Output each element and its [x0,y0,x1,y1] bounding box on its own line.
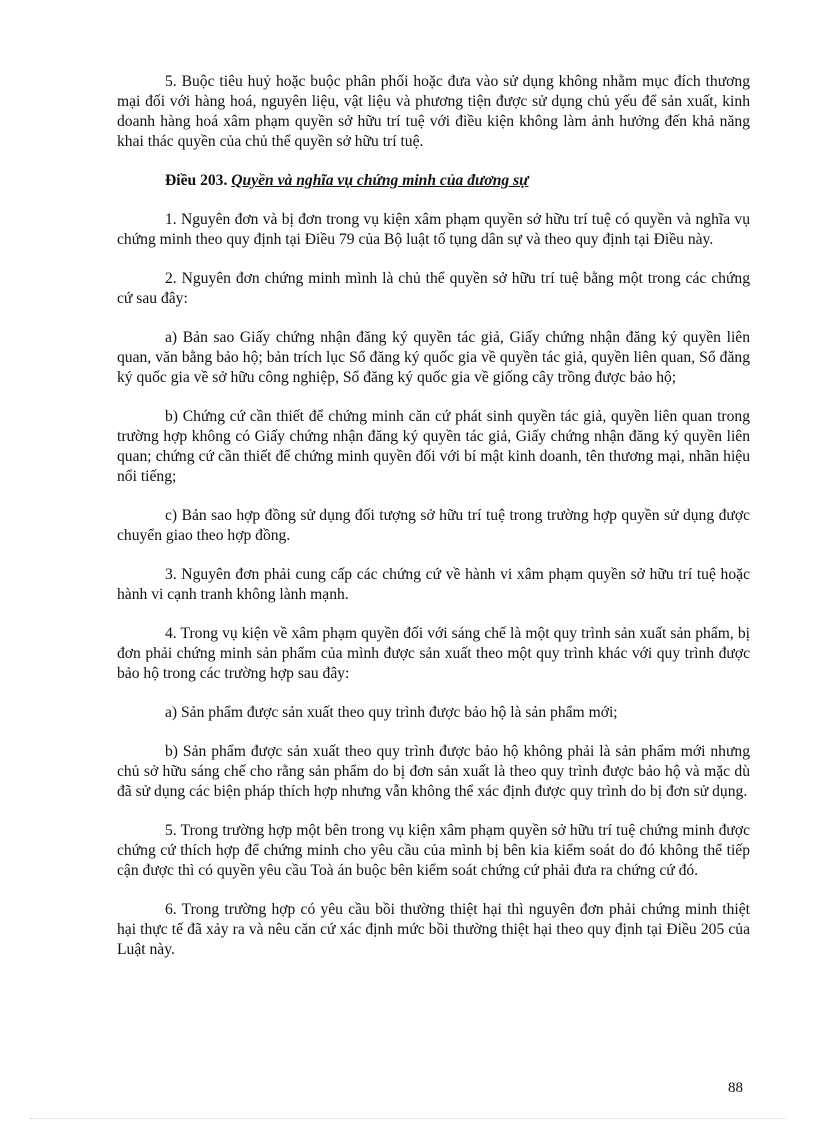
page-bottom-divider [30,1118,786,1119]
article-heading [117,171,750,191]
article-title: Quyền và nghĩa vụ chứng minh của đương sự [231,172,529,189]
paragraph-clause-6: 6. Trong trường hợp có yêu cầu bồi thường thiệt hại thì nguyên đơn phải chứng minh thiệt hại thực tế đã xảy ra và nêu căn cứ xác định mức bồi thường thiệt hại theo quy định tại Điều 205 của Luật này. [117,901,750,958]
paragraph-clause-3: 3. Nguyên đơn phải cung cấp các chứng cứ về hành vi xâm phạm quyền sở hữu trí tuệ hoặc hành vi cạnh tranh không lành mạnh. [117,566,750,603]
paragraph-clause-4b: b) Sản phẩm được sản xuất theo quy trình được bảo hộ không phải là sản phẩm mới nhưng chủ sở hữu sáng chế cho rằng sản phẩm do bị đơn sản xuất là theo quy trình được bảo hộ và mặc dù đã sử dụng các biện pháp thích hợp nhưng vẫn không thể xác định được quy trình do bị đơn sử dụng. [117,743,750,800]
paragraph-clause-5-prev: 5. Buộc tiêu huỷ hoặc buộc phân phối hoặc đưa vào sử dụng không nhằm mục đích thương mại đối với hàng hoá, nguyên liệu, vật liệu và phương tiện được sử dụng chủ yếu để sản xuất, kinh doanh hàng hoá xâm phạm quyền sở hữu trí tuệ với điều kiện không làm ảnh hưởng đến khả năng khai thác quyền của chủ thể quyền sở hữu trí tuệ. [117,73,750,150]
paragraph-clause-5: 5. Trong trường hợp một bên trong vụ kiện xâm phạm quyền sở hữu trí tuệ chứng minh được chứng cứ thích hợp để chứng minh cho yêu cầu của mình bị bên kia kiểm soát do đó không thể tiếp cận được thì có quyền yêu cầu Toà án buộc bên kiểm soát chứng cứ phải đưa ra chứng cứ đó. [117,822,750,879]
paragraph-clause-2b: b) Chứng cứ cần thiết để chứng minh căn cứ phát sinh quyền tác giả, quyền liên quan trong trường hợp không có Giấy chứng nhận đăng ký quyền tác giả, Giấy chứng nhận đăng ký quyền liên quan; chứng cứ cần thiết để chứng minh quyền đối với bí mật kinh doanh, tên thương mại, nhãn hiệu nổi tiếng; [117,408,750,485]
paragraph-clause-2: 2. Nguyên đơn chứng minh mình là chủ thể quyền sở hữu trí tuệ bằng một trong các chứng cứ sau đây: [117,270,750,307]
paragraph-clause-1: 1. Nguyên đơn và bị đơn trong vụ kiện xâm phạm quyền sở hữu trí tuệ có quyền và nghĩa vụ chứng minh theo quy định tại Điều 79 của Bộ luật tố tụng dân sự và theo quy định tại Điều này. [117,211,750,248]
page-content [117,72,750,979]
article-number: Điều 203. [165,172,228,189]
paragraph-clause-4: 4. Trong vụ kiện về xâm phạm quyền đối với sáng chế là một quy trình sản xuất sản phẩm, bị đơn phải chứng minh sản phẩm của mình được sản xuất theo một quy trình khác với quy trình được bảo hộ trong các trường hợp sau đây: [117,625,750,682]
paragraph-clause-2a: a) Bản sao Giấy chứng nhận đăng ký quyền tác giả, Giấy chứng nhận đăng ký quyền liên quan, văn bằng bảo hộ; bản trích lục Sổ đăng ký quốc gia về quyền tác giả, quyền liên quan, Sổ đăng ký quốc gia về sở hữu công nghiệp, Sổ đăng ký quốc gia về giống cây trồng được bảo hộ; [117,329,750,386]
paragraph-clause-2c: c) Bản sao hợp đồng sử dụng đối tượng sở hữu trí tuệ trong trường hợp quyền sử dụng được chuyển giao theo hợp đồng. [117,507,750,544]
paragraph-clause-4a: a) Sản phẩm được sản xuất theo quy trình được bảo hộ là sản phẩm mới; [165,704,618,721]
page-number: 88 [728,1080,743,1096]
